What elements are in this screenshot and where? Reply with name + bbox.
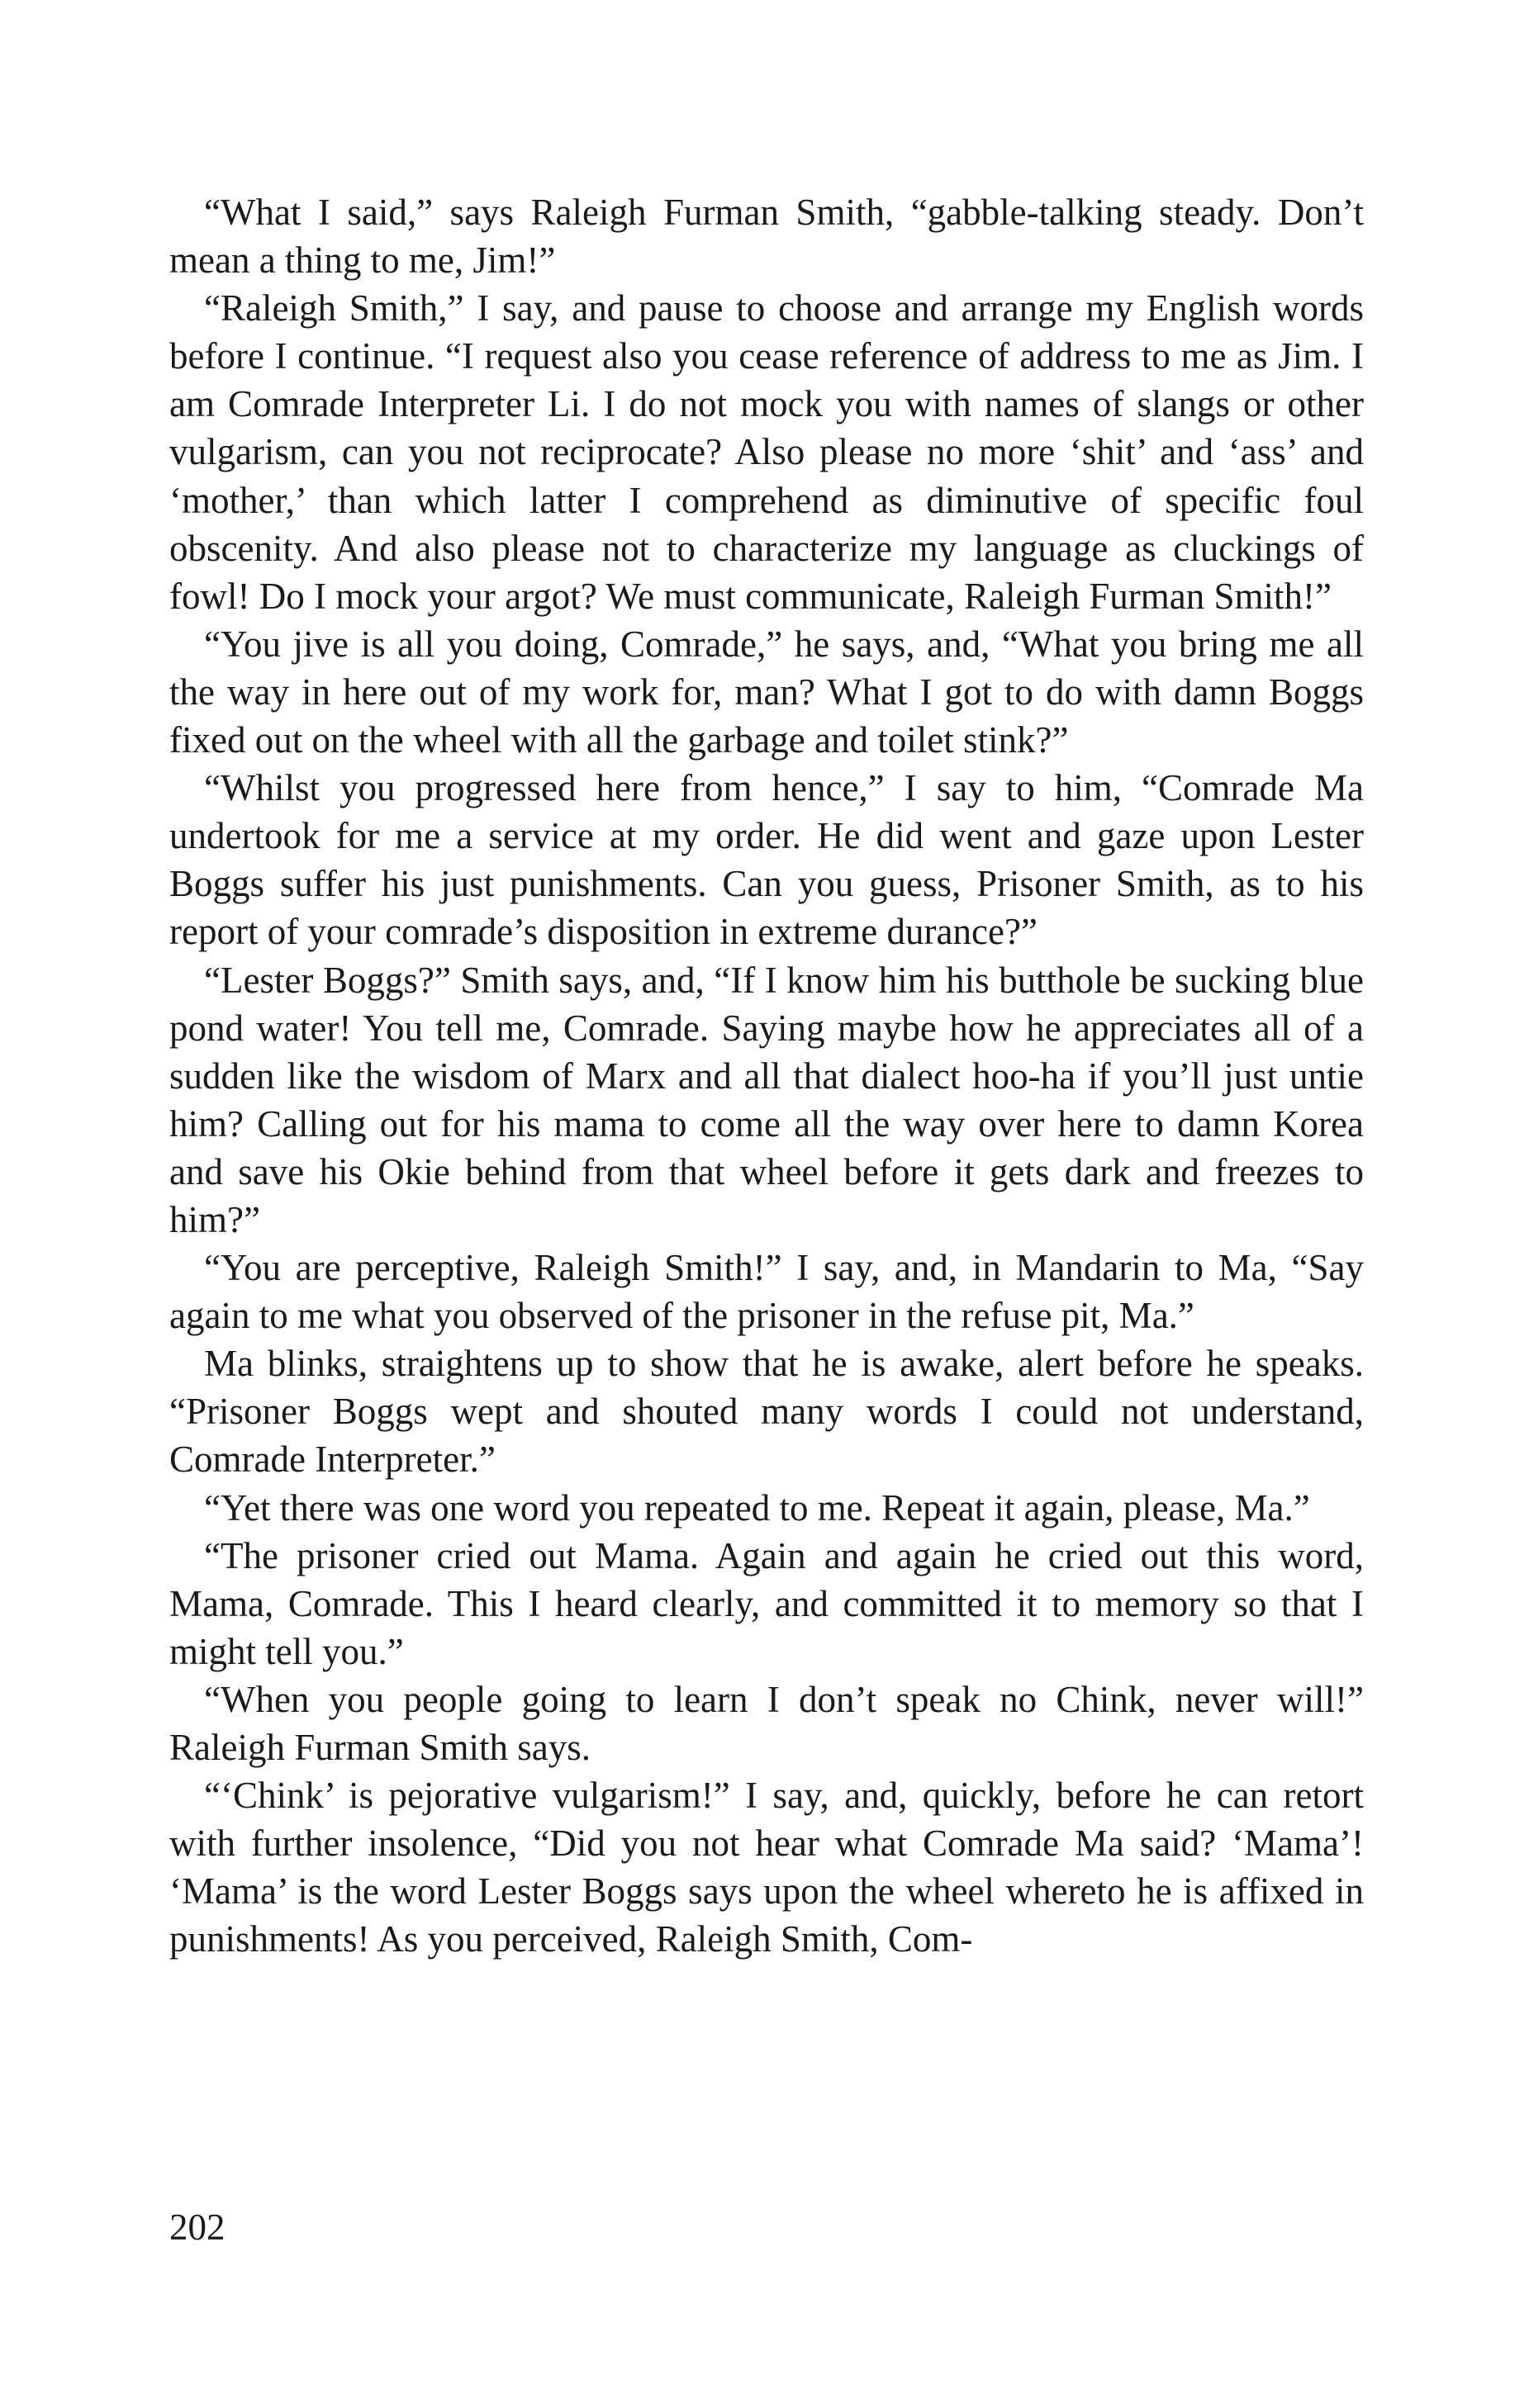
paragraph-6: “You are perceptive, Raleigh Smith!” I say, and, in Mandarin to Ma, “Say again to me what you observed of the prisoner in the refuse pit, Ma.” [169,1247,1364,1337]
body-text [169,188,1364,1963]
paragraph-9: “The prisoner cried out Mama. Again and again he cried out this word, Mama, Comrade. This I heard clearly, and committed it to memory so that I might tell you.” [169,1534,1364,1672]
paragraph-7: Ma blinks, straightens up to show that he is awake, alert before he speaks. “Prisoner Boggs wept and shouted many words I could not understand, Comrade Interpreter.” [169,1343,1364,1481]
paragraph-1: “What I said,” says Raleigh Furman Smith, “gabble-talking steady. Don’t mean a thing to me, Jim!” [169,192,1364,282]
paragraph-4: “Whilst you progressed here from hence,” I say to him, “Comrade Ma undertook for me a service at my order. He did went and gaze upon Lester Boggs suffer his just punishments. Can you guess, Prisoner Smith, as to his report of your comrade’s disposition in extreme durance?” [169,767,1364,953]
paragraph-11: “‘Chink’ is pejorative vulgarism!” I say, and, quickly, before he can retort with further insolence, “Did you not hear what Comrade Ma said? ‘Mama’! ‘Mama’ is the word Lester Boggs says upon the wheel whereto he is affixed in punishments! As you perceived, Raleigh Smith, Com- [169,1775,1364,1960]
paragraph-8: “Yet there was one word you repeated to me. Repeat it again, please, Ma.” [204,1486,1310,1529]
paragraph-5: “Lester Boggs?” Smith says, and, “If I know him his butthole be sucking blue pond water! You tell me, Comrade. Saying maybe how he appreciates all of a sudden like the wisdom of Marx and all that dialect hoo-ha if you’ll just untie him? Calling out for his mama to come all the way over here to damn Korea and save his Okie behind from that wheel before it gets dark and freezes to him?” [169,959,1364,1240]
paragraph-2: “Raleigh Smith,” I say, and pause to choose and arrange my English words before I continue. “I request also you cease reference of address to me as Jim. I am Comrade Interpreter Li. I do not mock you with names of slangs or other vulgarism, can you not reciprocate? Also please no more ‘shit’ and ‘ass’ and ‘mother,’ than which latter I comprehend as diminutive of specific foul obscenity. And also please not to characterize my language as cluckings of fowl! Do I mock your argot? We must communicate, Raleigh Furman Smith!” [169,287,1364,617]
paragraph-3: “You jive is all you doing, Comrade,” he says, and, “What you bring me all the way in here out of my work for, man? What I got to do with damn Boggs fixed out on the wheel with all the garbage and toilet stink?” [169,623,1364,761]
page-number: 202 [169,2207,226,2248]
paragraph-10: “When you people going to learn I don’t speak no Chink, never will!” Raleigh Furman Smith says. [169,1678,1364,1768]
